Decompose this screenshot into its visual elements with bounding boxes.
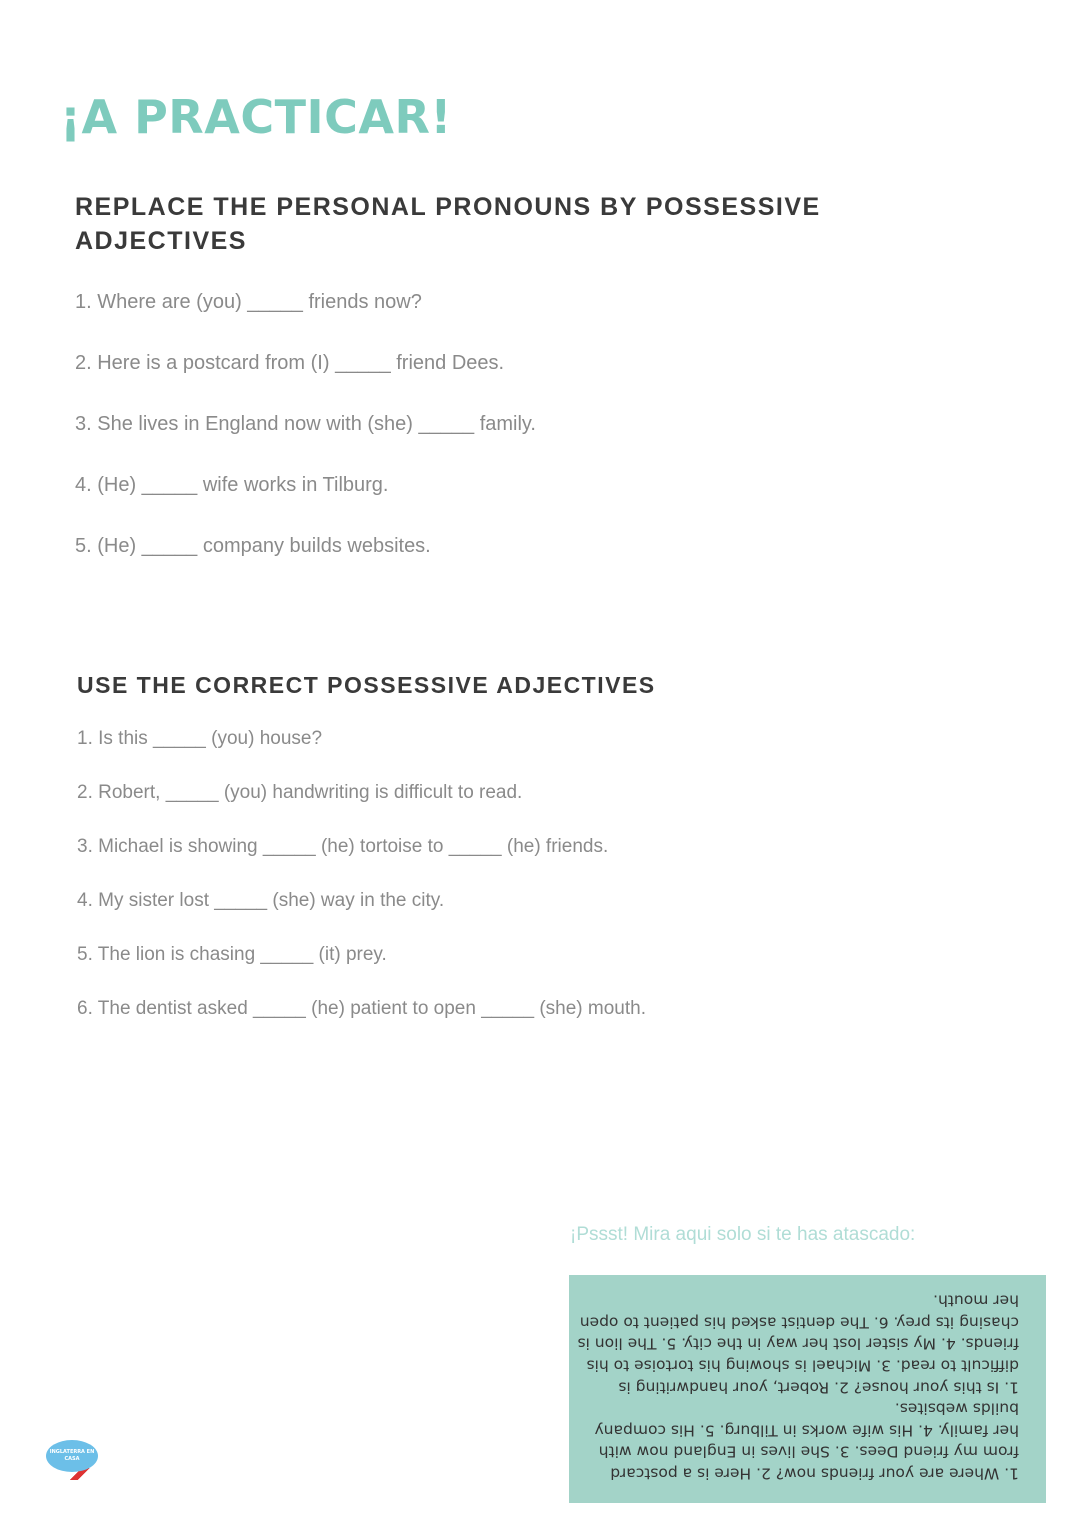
section1-heading <box>75 190 821 258</box>
exercise1-item: 1. Where are (you) _____ friends now? <box>75 291 422 313</box>
answers-hint: ¡Pssst! Mira aqui solo si te has atascado: <box>570 1224 916 1245</box>
exercise2-item: 5. The lion is chasing _____ (it) prey. <box>77 944 387 965</box>
answer-line: chasing its prey. 6. The dentist asked his patient to open <box>579 1313 1019 1332</box>
exercise1-item: 2. Here is a postcard from (I) _____ friend Dees. <box>75 352 505 374</box>
brand-logo <box>44 1438 104 1484</box>
answer-line: friends. 4. My sister lost her way in the city. 5. The lion is <box>577 1334 1019 1353</box>
answer-key-box <box>569 1275 1046 1503</box>
section1-heading-line2: ADJECTIVES <box>75 227 247 255</box>
speech-bubble-icon: INGLATERRA EN CASA <box>46 1440 98 1472</box>
answer-line: her mouth. <box>933 1291 1019 1310</box>
section2-heading: USE THE CORRECT POSSESSIVE ADJECTIVES <box>77 672 656 698</box>
answer-key-text <box>577 1289 1019 1483</box>
answer-line: from my friend Dees. 3. She lives in England now with <box>598 1442 1019 1461</box>
exercise1-item: 4. (He) _____ wife works in Tilburg. <box>75 474 389 496</box>
answer-line: 1. Is this your house? 2. Robert, your handwriting is <box>618 1377 1019 1396</box>
exercise1-item: 5. (He) _____ company builds websites. <box>75 535 431 557</box>
exercise2-item: 4. My sister lost _____ (she) way in the city. <box>77 890 445 911</box>
answer-line: her family. 4. His wife works in Tilburg. 5. His company <box>594 1421 1019 1440</box>
exercise2-item: 2. Robert, _____ (you) handwriting is difficult to read. <box>77 782 523 803</box>
answer-line: difficult to read. 3. Michael is showing his tortoise to his <box>586 1356 1019 1375</box>
exercise1-item: 3. She lives in England now with (she) _____ family. <box>75 413 536 435</box>
answer-line: builds websites. <box>894 1399 1019 1418</box>
exercise2-item: 6. The dentist asked _____ (he) patient to open _____ (she) mouth. <box>77 998 646 1019</box>
answer-line: 1. Where are your friends now? 2. Here is a postcard <box>610 1464 1019 1483</box>
exercise2-item: 1. Is this _____ (you) house? <box>77 728 323 749</box>
section1-heading-line1: REPLACE THE PERSONAL PRONOUNS BY POSSESSIVE <box>75 193 821 221</box>
page-title: ¡A PRACTICAR! <box>60 90 452 144</box>
exercise2-item: 3. Michael is showing _____ (he) tortoise to _____ (he) friends. <box>77 836 609 857</box>
